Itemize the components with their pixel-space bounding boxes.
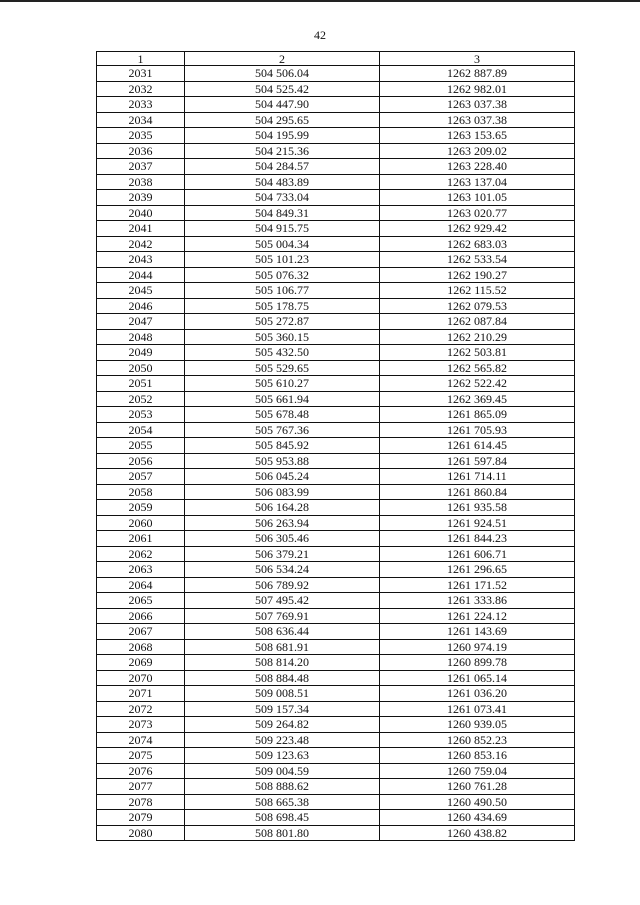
point-number-cell: 2038 <box>97 174 185 190</box>
table-row <box>97 639 575 655</box>
table-row <box>97 283 575 299</box>
y-coordinate-cell: 1260 434.69 <box>380 810 575 826</box>
x-coordinate-cell: 505 661.94 <box>185 391 380 407</box>
y-coordinate-cell: 1262 533.54 <box>380 252 575 268</box>
y-coordinate-cell: 1261 935.58 <box>380 500 575 516</box>
point-number-cell: 2040 <box>97 205 185 221</box>
x-coordinate-cell: 506 534.24 <box>185 562 380 578</box>
y-coordinate-cell: 1261 714.11 <box>380 469 575 485</box>
x-coordinate-cell: 504 849.31 <box>185 205 380 221</box>
table-row <box>97 376 575 392</box>
point-number-cell: 2069 <box>97 655 185 671</box>
point-number-cell: 2079 <box>97 810 185 826</box>
point-number-cell: 2074 <box>97 732 185 748</box>
table-row <box>97 345 575 361</box>
x-coordinate-cell: 508 814.20 <box>185 655 380 671</box>
header-cell-3: 3 <box>380 52 575 66</box>
y-coordinate-cell: 1262 522.42 <box>380 376 575 392</box>
x-coordinate-cell: 504 915.75 <box>185 221 380 237</box>
y-coordinate-cell: 1263 101.05 <box>380 190 575 206</box>
x-coordinate-cell: 509 123.63 <box>185 748 380 764</box>
point-number-cell: 2048 <box>97 329 185 345</box>
y-coordinate-cell: 1260 939.05 <box>380 717 575 733</box>
table-row <box>97 329 575 345</box>
point-number-cell: 2042 <box>97 236 185 252</box>
point-number-cell: 2057 <box>97 469 185 485</box>
point-number-cell: 2066 <box>97 608 185 624</box>
point-number-cell: 2075 <box>97 748 185 764</box>
point-number-cell: 2034 <box>97 112 185 128</box>
header-row <box>97 52 575 66</box>
point-number-cell: 2070 <box>97 670 185 686</box>
point-number-cell: 2064 <box>97 577 185 593</box>
y-coordinate-cell: 1263 209.02 <box>380 143 575 159</box>
table-row <box>97 608 575 624</box>
table-row <box>97 748 575 764</box>
table-row <box>97 686 575 702</box>
x-coordinate-cell: 504 215.36 <box>185 143 380 159</box>
table-row <box>97 407 575 423</box>
table-row <box>97 314 575 330</box>
y-coordinate-cell: 1261 073.41 <box>380 701 575 717</box>
y-coordinate-cell: 1261 860.84 <box>380 484 575 500</box>
table-row <box>97 531 575 547</box>
point-number-cell: 2033 <box>97 97 185 113</box>
table-row <box>97 97 575 113</box>
point-number-cell: 2076 <box>97 763 185 779</box>
point-number-cell: 2063 <box>97 562 185 578</box>
table-row <box>97 143 575 159</box>
table-row <box>97 252 575 268</box>
x-coordinate-cell: 506 789.92 <box>185 577 380 593</box>
x-coordinate-cell: 505 004.34 <box>185 236 380 252</box>
y-coordinate-cell: 1262 887.89 <box>380 66 575 82</box>
point-number-cell: 2046 <box>97 298 185 314</box>
point-number-cell: 2051 <box>97 376 185 392</box>
y-coordinate-cell: 1263 020.77 <box>380 205 575 221</box>
y-coordinate-cell: 1260 761.28 <box>380 779 575 795</box>
x-coordinate-cell: 508 884.48 <box>185 670 380 686</box>
table-row <box>97 128 575 144</box>
point-number-cell: 2067 <box>97 624 185 640</box>
table-row <box>97 655 575 671</box>
point-number-cell: 2060 <box>97 515 185 531</box>
table-row <box>97 469 575 485</box>
x-coordinate-cell: 505 360.15 <box>185 329 380 345</box>
y-coordinate-cell: 1262 190.27 <box>380 267 575 283</box>
table-row <box>97 763 575 779</box>
x-coordinate-cell: 509 157.34 <box>185 701 380 717</box>
table-row <box>97 577 575 593</box>
y-coordinate-cell: 1261 224.12 <box>380 608 575 624</box>
table-row <box>97 562 575 578</box>
x-coordinate-cell: 506 045.24 <box>185 469 380 485</box>
point-number-cell: 2055 <box>97 438 185 454</box>
y-coordinate-cell: 1262 503.81 <box>380 345 575 361</box>
x-coordinate-cell: 509 008.51 <box>185 686 380 702</box>
y-coordinate-cell: 1261 065.14 <box>380 670 575 686</box>
x-coordinate-cell: 504 733.04 <box>185 190 380 206</box>
y-coordinate-cell: 1261 333.86 <box>380 593 575 609</box>
table-row <box>97 515 575 531</box>
point-number-cell: 2061 <box>97 531 185 547</box>
x-coordinate-cell: 508 801.80 <box>185 825 380 841</box>
y-coordinate-cell: 1262 079.53 <box>380 298 575 314</box>
y-coordinate-cell: 1262 683.03 <box>380 236 575 252</box>
point-number-cell: 2078 <box>97 794 185 810</box>
x-coordinate-cell: 508 698.45 <box>185 810 380 826</box>
y-coordinate-cell: 1263 037.38 <box>380 112 575 128</box>
x-coordinate-cell: 505 529.65 <box>185 360 380 376</box>
y-coordinate-cell: 1260 438.82 <box>380 825 575 841</box>
point-number-cell: 2059 <box>97 500 185 516</box>
table-header <box>97 52 575 66</box>
x-coordinate-cell: 508 888.62 <box>185 779 380 795</box>
x-coordinate-cell: 505 678.48 <box>185 407 380 423</box>
x-coordinate-cell: 505 101.23 <box>185 252 380 268</box>
y-coordinate-cell: 1261 606.71 <box>380 546 575 562</box>
point-number-cell: 2056 <box>97 453 185 469</box>
table-row <box>97 624 575 640</box>
y-coordinate-cell: 1260 974.19 <box>380 639 575 655</box>
top-rule <box>0 0 640 2</box>
point-number-cell: 2054 <box>97 422 185 438</box>
page-number: 42 <box>314 28 326 42</box>
table-row <box>97 546 575 562</box>
y-coordinate-cell: 1260 852.23 <box>380 732 575 748</box>
x-coordinate-cell: 505 432.50 <box>185 345 380 361</box>
y-coordinate-cell: 1263 137.04 <box>380 174 575 190</box>
point-number-cell: 2039 <box>97 190 185 206</box>
y-coordinate-cell: 1263 037.38 <box>380 97 575 113</box>
x-coordinate-cell: 505 076.32 <box>185 267 380 283</box>
table-row <box>97 779 575 795</box>
point-number-cell: 2080 <box>97 825 185 841</box>
table-row <box>97 732 575 748</box>
x-coordinate-cell: 506 263.94 <box>185 515 380 531</box>
point-number-cell: 2045 <box>97 283 185 299</box>
table-row <box>97 670 575 686</box>
y-coordinate-cell: 1261 705.93 <box>380 422 575 438</box>
table-row <box>97 593 575 609</box>
x-coordinate-cell: 508 636.44 <box>185 624 380 640</box>
point-number-cell: 2035 <box>97 128 185 144</box>
table-row <box>97 298 575 314</box>
y-coordinate-cell: 1262 115.52 <box>380 283 575 299</box>
y-coordinate-cell: 1261 865.09 <box>380 407 575 423</box>
point-number-cell: 2031 <box>97 66 185 82</box>
point-number-cell: 2049 <box>97 345 185 361</box>
x-coordinate-cell: 506 379.21 <box>185 546 380 562</box>
y-coordinate-cell: 1261 296.65 <box>380 562 575 578</box>
point-number-cell: 2065 <box>97 593 185 609</box>
x-coordinate-cell: 504 506.04 <box>185 66 380 82</box>
point-number-cell: 2041 <box>97 221 185 237</box>
y-coordinate-cell: 1262 087.84 <box>380 314 575 330</box>
x-coordinate-cell: 505 178.75 <box>185 298 380 314</box>
y-coordinate-cell: 1260 853.16 <box>380 748 575 764</box>
x-coordinate-cell: 504 284.57 <box>185 159 380 175</box>
y-coordinate-cell: 1261 614.45 <box>380 438 575 454</box>
x-coordinate-cell: 506 164.28 <box>185 500 380 516</box>
x-coordinate-cell: 508 681.91 <box>185 639 380 655</box>
point-number-cell: 2068 <box>97 639 185 655</box>
point-number-cell: 2044 <box>97 267 185 283</box>
point-number-cell: 2032 <box>97 81 185 97</box>
point-number-cell: 2037 <box>97 159 185 175</box>
point-number-cell: 2062 <box>97 546 185 562</box>
table-row <box>97 112 575 128</box>
x-coordinate-cell: 504 483.89 <box>185 174 380 190</box>
x-coordinate-cell: 509 223.48 <box>185 732 380 748</box>
point-number-cell: 2047 <box>97 314 185 330</box>
x-coordinate-cell: 505 610.27 <box>185 376 380 392</box>
y-coordinate-cell: 1260 490.50 <box>380 794 575 810</box>
header-cell-2: 2 <box>185 52 380 66</box>
point-number-cell: 2072 <box>97 701 185 717</box>
x-coordinate-cell: 505 106.77 <box>185 283 380 299</box>
y-coordinate-cell: 1261 924.51 <box>380 515 575 531</box>
y-coordinate-cell: 1262 369.45 <box>380 391 575 407</box>
table-row <box>97 174 575 190</box>
table-row <box>97 66 575 82</box>
y-coordinate-cell: 1261 171.52 <box>380 577 575 593</box>
x-coordinate-cell: 507 769.91 <box>185 608 380 624</box>
y-coordinate-cell: 1263 153.65 <box>380 128 575 144</box>
table-row <box>97 484 575 500</box>
header-cell-1: 1 <box>97 52 185 66</box>
table-row <box>97 701 575 717</box>
x-coordinate-cell: 509 004.59 <box>185 763 380 779</box>
table-row <box>97 825 575 841</box>
x-coordinate-cell: 504 525.42 <box>185 81 380 97</box>
table-body <box>97 66 575 841</box>
x-coordinate-cell: 509 264.82 <box>185 717 380 733</box>
x-coordinate-cell: 507 495.42 <box>185 593 380 609</box>
coordinates-table <box>96 51 575 841</box>
y-coordinate-cell: 1261 143.69 <box>380 624 575 640</box>
table-row <box>97 267 575 283</box>
x-coordinate-cell: 506 305.46 <box>185 531 380 547</box>
x-coordinate-cell: 505 953.88 <box>185 453 380 469</box>
y-coordinate-cell: 1261 597.84 <box>380 453 575 469</box>
table-row <box>97 794 575 810</box>
y-coordinate-cell: 1262 929.42 <box>380 221 575 237</box>
y-coordinate-cell: 1261 036.20 <box>380 686 575 702</box>
x-coordinate-cell: 504 447.90 <box>185 97 380 113</box>
table-row <box>97 159 575 175</box>
x-coordinate-cell: 504 195.99 <box>185 128 380 144</box>
table-row <box>97 717 575 733</box>
x-coordinate-cell: 508 665.38 <box>185 794 380 810</box>
point-number-cell: 2077 <box>97 779 185 795</box>
table-row <box>97 221 575 237</box>
table-row <box>97 438 575 454</box>
y-coordinate-cell: 1261 844.23 <box>380 531 575 547</box>
point-number-cell: 2073 <box>97 717 185 733</box>
table-row <box>97 190 575 206</box>
table-row <box>97 810 575 826</box>
table-row <box>97 453 575 469</box>
y-coordinate-cell: 1262 210.29 <box>380 329 575 345</box>
table-row <box>97 236 575 252</box>
y-coordinate-cell: 1262 982.01 <box>380 81 575 97</box>
x-coordinate-cell: 505 272.87 <box>185 314 380 330</box>
point-number-cell: 2053 <box>97 407 185 423</box>
point-number-cell: 2036 <box>97 143 185 159</box>
x-coordinate-cell: 506 083.99 <box>185 484 380 500</box>
table-row <box>97 391 575 407</box>
table-row <box>97 360 575 376</box>
table-row <box>97 500 575 516</box>
point-number-cell: 2052 <box>97 391 185 407</box>
point-number-cell: 2071 <box>97 686 185 702</box>
y-coordinate-cell: 1260 759.04 <box>380 763 575 779</box>
table-row <box>97 422 575 438</box>
table-row <box>97 205 575 221</box>
x-coordinate-cell: 505 845.92 <box>185 438 380 454</box>
y-coordinate-cell: 1262 565.82 <box>380 360 575 376</box>
point-number-cell: 2050 <box>97 360 185 376</box>
y-coordinate-cell: 1263 228.40 <box>380 159 575 175</box>
x-coordinate-cell: 504 295.65 <box>185 112 380 128</box>
x-coordinate-cell: 505 767.36 <box>185 422 380 438</box>
y-coordinate-cell: 1260 899.78 <box>380 655 575 671</box>
table-row <box>97 81 575 97</box>
point-number-cell: 2043 <box>97 252 185 268</box>
point-number-cell: 2058 <box>97 484 185 500</box>
